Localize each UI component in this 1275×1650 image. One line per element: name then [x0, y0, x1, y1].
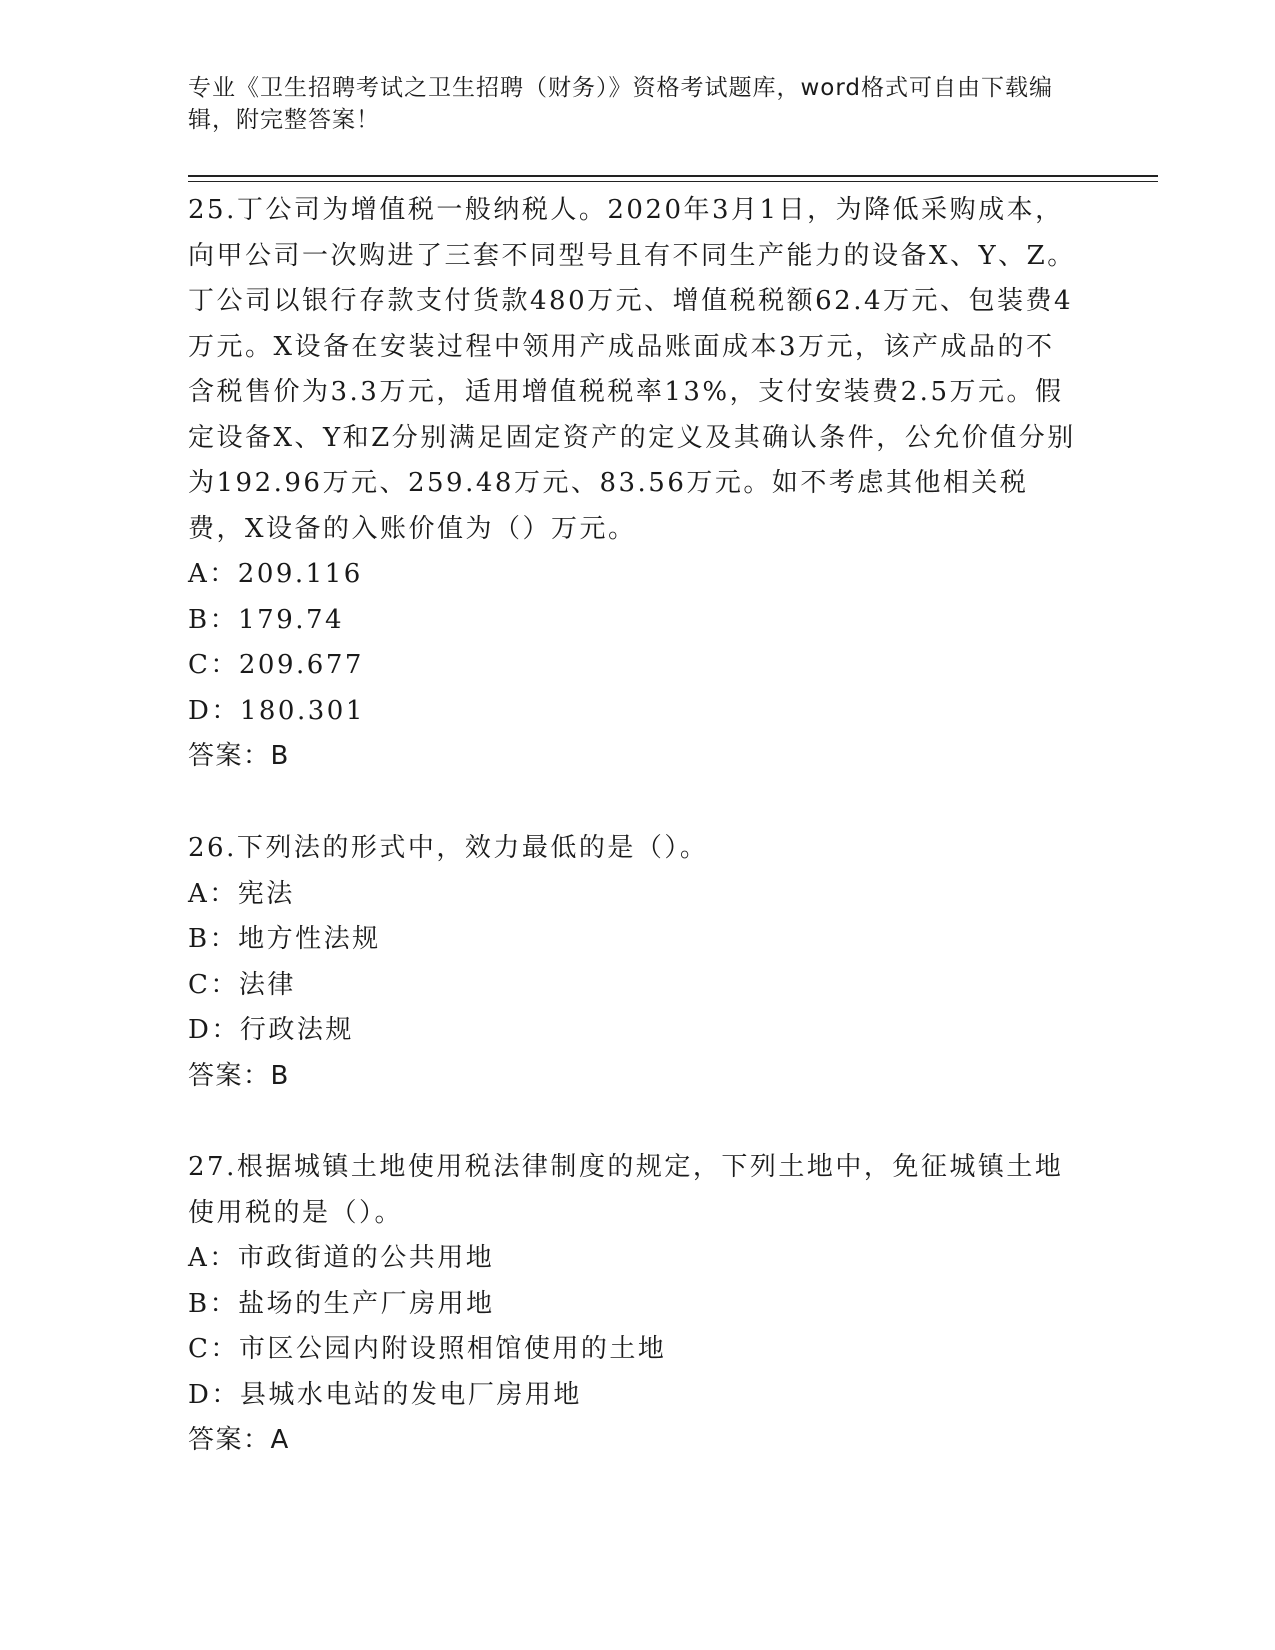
option-c: C：209.677	[188, 650, 364, 680]
header-divider-thin	[188, 181, 1158, 182]
option-b: B：地方性法规	[188, 924, 381, 954]
question-26	[188, 826, 1083, 1099]
header-divider-thick	[188, 175, 1158, 177]
answer-line: 答案：A	[188, 1425, 290, 1455]
option-b: B：179.74	[188, 604, 345, 635]
option-d: D：行政法规	[188, 1015, 354, 1045]
option-b: B：盐场的生产厂房用地	[188, 1288, 495, 1319]
option-a: A：宪法	[188, 878, 295, 909]
question-27	[188, 1145, 1083, 1464]
option-a: A：市政街道的公共用地	[188, 1243, 495, 1273]
answer-line: 答案：B	[188, 741, 290, 771]
question-stem: 27.根据城镇土地使用税法律制度的规定，下列土地中，免征城镇土地使用税的是（）。	[188, 1152, 1064, 1228]
option-a: A：209.116	[188, 559, 363, 589]
question-stem: 26.下列法的形式中，效力最低的是（）。	[188, 833, 709, 863]
question-25	[188, 188, 1083, 780]
option-c: C：市区公园内附设照相馆使用的土地	[188, 1334, 667, 1364]
option-d: D：县城水电站的发电厂房用地	[188, 1379, 582, 1410]
document-header: 专业《卫生招聘考试之卫生招聘（财务）》资格考试题库，word格式可自由下载编辑，附完整答案！	[188, 75, 1054, 133]
answer-line: 答案：B	[188, 1060, 290, 1091]
option-c: C：法律	[188, 969, 296, 1000]
question-stem: 25.丁公司为增值税一般纳税人。2020年3月1日，为降低采购成本，向甲公司一次购进了三套不同型号且有不同生产能力的设备X、Y、Z。丁公司以银行存款支付货款480万元、增值税税额62.4万元、包装费4万元。X设备在安装过程中领用产成品账面成本3万元，该产成品的不含税售价为3.3万元，适用增值税税率13%，支付安装费2.5万元。假定设备X、Y和Z分别满足固定资产的定义及其确认条件，公允价值分别为192.96万元、259.48万元、83.56万元。如不考虑其他相关税费，X设备的入账价值为（）万元。	[188, 195, 1076, 544]
option-d: D：180.301	[188, 695, 365, 726]
